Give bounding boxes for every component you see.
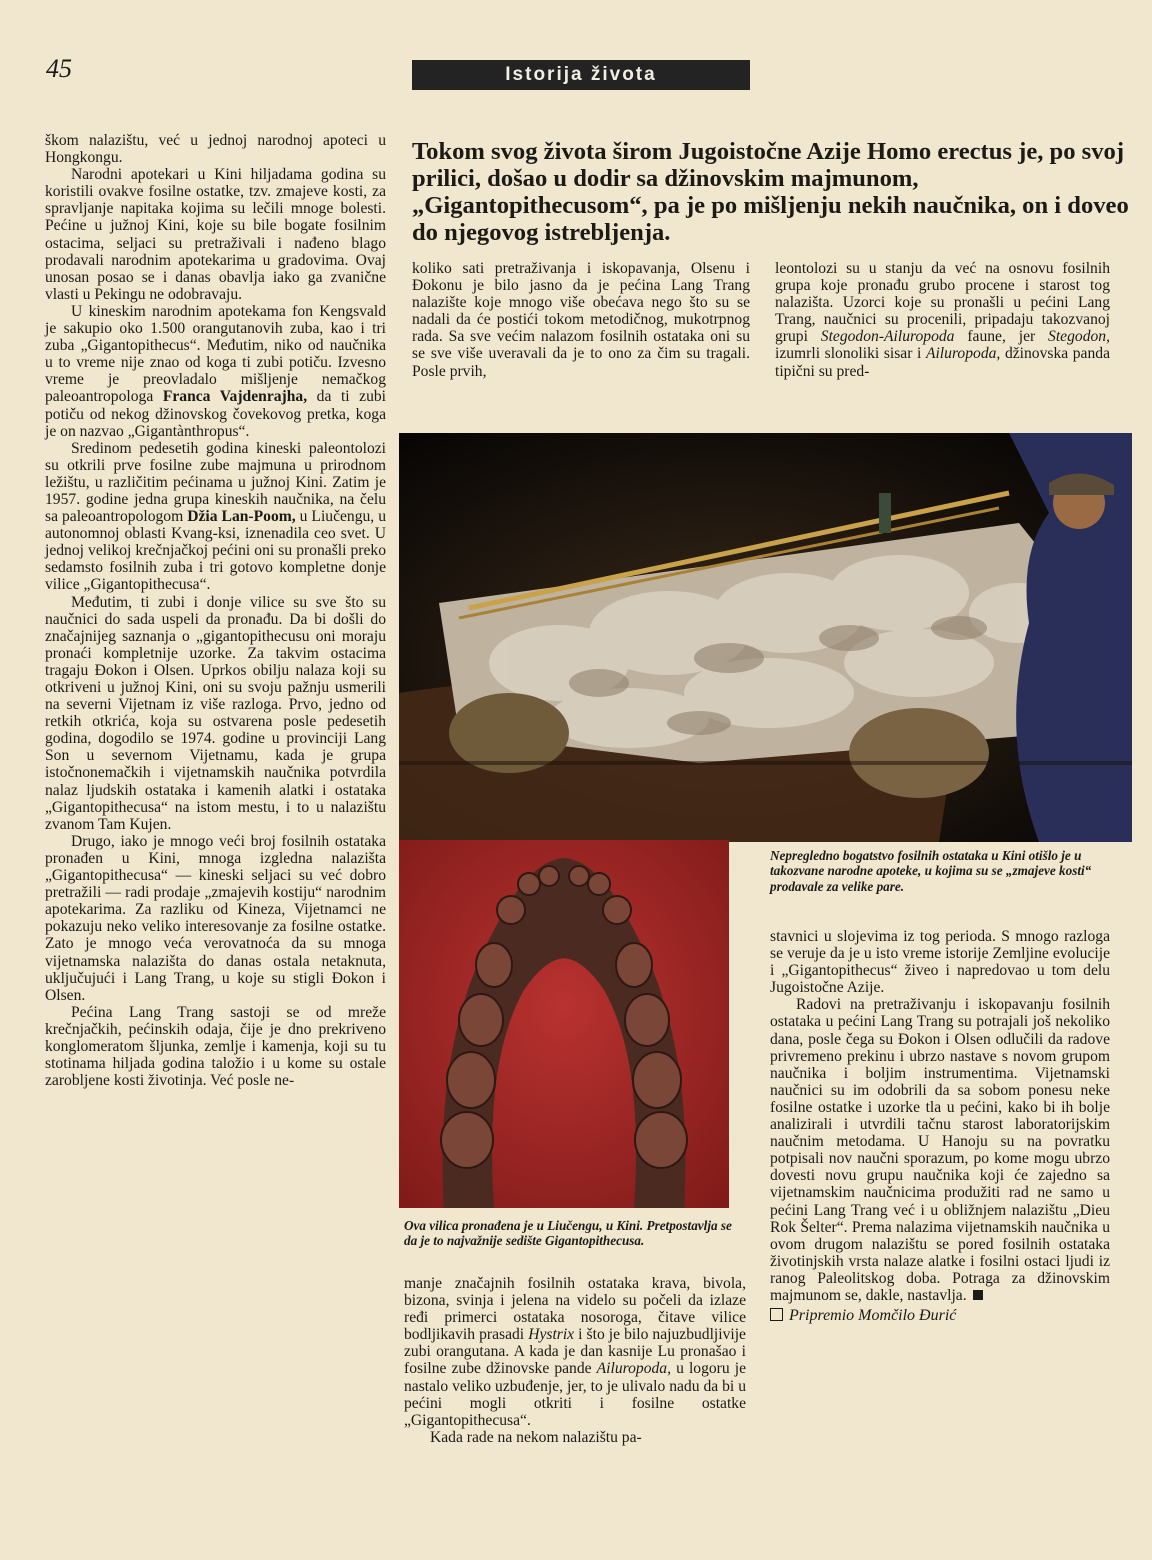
paragraph [404, 1275, 746, 1429]
paragraph: Pećina Lang Trang sastoji se od mreže krečnjačkih, pećinskih odaja, čije je dno prekriveno konglomeratom šljunka, zemlje i kamenja, koji su tu stotinama hiljada godina taložio i u kome su ostale zarobljene kosti životinja. Već posle ne- [45, 1003, 386, 1090]
paragraph: koliko sati pretraživanja i iskopavanja, Olsenu i Đokonu je bilo jasno da je pećina Lang Trang nalazište koje mnogo više obećava nego što su se nadali da će postići tokom metodičnog, mukotrpnog rada. Sa sve većim nalazom fosilnih ostataka oni su se sve više uveravali da je to ono za čim su tragali. Posle prvih, [412, 260, 750, 380]
text-run: faune, jer [967, 328, 1036, 346]
species-name: Stegodon, [1048, 328, 1110, 346]
text-run: Sredinom pedesetih godina kineski paleontolozi su otkrili prve fosilne zube majmuna u prirodnom ležištu, u različitim pećinama u južnoj Kini. Zatim je 1957. godine jedna grupa kineskih naučnika, na čelu sa paleoantropologom [45, 439, 386, 526]
middle-column-top [412, 260, 750, 380]
lead-paragraph: Tokom svog života širom Jugoistočne Azije Homo erectus je, po svoj prilici, došao u dodir sa džinovskim majmunom, „Gigantopithecusom“, pa je po mišljenju nekih naučnika, on i doveo do njegovog istrebljenja. [412, 138, 1129, 246]
paragraph [775, 260, 1110, 380]
page-number: 45 [46, 54, 72, 83]
middle-column-bottom [404, 1275, 746, 1446]
text-run: u logoru je nastalo veliko uzbuđenje, jer, to je ulivalo nadu da bi u pećini mogli otkriti i fosilne ostatke „Gigantopithecusa“. [404, 1360, 746, 1429]
paragraph [45, 440, 386, 594]
person-name: Džia Lan-Poom, [187, 508, 296, 526]
jaw-photo [399, 840, 729, 1208]
market-photo-caption: Nepregledno bogatstvo fosilnih ostataka u Kini otišlo je u takozvane narodne apoteke, u kojima su se „zmajeve kosti“ prodavale za velike pare. [770, 848, 1092, 894]
signature-text: Pripremio Momčilo Đurić [789, 1307, 957, 1325]
text-run: i što je bilo najuzbudljivije zubi orangutana. A kada je dan kasnije Lu pronašao i fosilne zube džinovske pande [404, 1326, 746, 1378]
paragraph: Međutim, ti zubi i donje vilice su sve što su naučnici do sada uspeli da pronađu. Da bi došli do značajnijeg saznanja o „gigantopithecusu oni moraju pronaći kompletnije uzorke. Za takvim ostacima tragaju Đokon i Olsen. Uprkos obilju nalaza koji su otkriveni u južnoj Kini, oni su svoju pažnju usmerili na severni Vijetnam iz više razloga. Prvo, jedno od retkih otkrića, koja su ostvarena posle pedesetih godina, dogodilo se 1974. godine u provinciji Lang Son u severnom Vijetnamu, kada je grupa istočnonemačkih i vijetnamskih naučnika potvrdila nalaz ljudskih ostataka i kamenih alatki i ostataka „Gigantopithecusa“ na istom mestu, i to u nalazištu zvanom Tam Kujen. [45, 593, 386, 833]
text-run: da ti zubi potiču od nekog džinovskog čovekovog pretka, koga je on nazvao „Gigantànthropus“. [45, 388, 387, 440]
author-signature [770, 1307, 1110, 1324]
species-name: Hystrix [528, 1326, 575, 1344]
text-run: leontolozi su u stanju da već na osnovu fosilnih grupa koje pronađu grubo procene i starost tog nalazišta. Uzorci koje su pronašli u pećini Lang Trang, naučnici su procenili, pripadaju takozvanoj grupi [775, 260, 1110, 346]
paragraph: stavnici u slojevima iz tog perioda. S mnogo razloga se veruje da je u isto vreme istorije Zemljine evolucije i „Gigantopithecus“ živeo i napredovao u tom delu Jugoistočne Azije. [770, 928, 1110, 997]
section-banner: Istorija života [412, 60, 750, 90]
market-photo [399, 433, 1132, 842]
right-column-bottom [770, 928, 1110, 1324]
jaw-photo-caption: Ova vilica pronađena je u Liučengu, u Kini. Pretpostavlja se da je to najvažnije sedište Gigantopithecusa. [404, 1218, 732, 1249]
paragraph: Drugo, iako je mnogo veći broj fosilnih ostataka pronađen u Kini, mnoga izgledna nalazišta „Gigantopithecusa“ — kineski seljaci su već dobro pretražili — radi prodaje „zmajevih kostiju“ narodnim apotekarima. Za razliku od Kineza, Vijetnamci ne pokazuju neko veliko interesovanje za fosilne ostatke. Zato je mnogo veća verovatnoća da su mnoga vijetnamska nalazišta do danas ostala netaknuta, uključujući i Lang Trang, u koje su stigli Đokon i Olsen. [45, 832, 386, 1004]
paragraph: Kada rade na nekom nalazištu pa- [430, 1428, 642, 1446]
species-name: Ailuropoda, [596, 1360, 672, 1378]
paragraph: škom nalazištu, već u jednoj narodnoj apoteci u Hongkongu. [45, 132, 386, 167]
text-run: Radovi na pretraživanju i iskopavanju fosilnih ostataka u pećini Lang Trang su potrajali još nekoliko dana, posle čega su Đokon i Olsen odlučili da radove privremeno prekinu i ubrzo nastave s novom grupom naučnika i boljim instrumentima. Vijetnamski naučnici su im odobrili da sa sobom ponesu neke fosilne ostatke i uzorke tla u pećini, kako bi ih bolje analizirali i utvrdili tačnu starost laboratorijskim naučnim metodama. U Hanoju su na povratku potpisali nov naučni sporazum, po kome mogu ubrzo dovesti novu grupu naučnika koji će zajedno sa vijetnamskim naučnicima produžiti rad ne samo u pećini Lang Trang već i u obližnjem nalazištu „Dieu Rok Šelter“. Prema nalazima vijetnamskih naučnika u ovom drugom nalazištu se pored fosilnih ostataka životinjskih vrsta nalaze alatke i fosilni ostaci ljudi iz ranog Paleolitskog doba. Potraga za džinovskim majmunom se, dakle, nastavlja. [770, 996, 1110, 1304]
species-name: Ailuropoda, [925, 345, 1001, 363]
paragraph [770, 996, 1110, 1304]
text-run: džinovska panda tipični su pred- [775, 345, 1110, 380]
square-icon [770, 1308, 783, 1321]
text-run: izumrli slonoliki sisar i [775, 345, 922, 363]
text-run: U kineskim narodnim apotekama fon Kengsvald je sakupio oko 1.500 orangutanovih zuba, kao i tri zuba „Gigantopithecus“. Međutim, niko od naučnika u to vreme nije znao od koga ti zubi potiču. Izvesno vreme je preovladalo mišljenje nemačkog paleoantropologa [45, 302, 386, 406]
text-run: manje značajnih fosilnih ostataka krava, bivola, bizona, svinja i jelena na videlo su počeli da izlaze ređi primerci ostataka nosoroga, čitave vilice bodljikavih prasadi [404, 1275, 746, 1344]
paragraph [45, 303, 386, 440]
paragraph: Narodni apotekari u Kini hiljadama godina su koristili ovakve fosilne ostatke, tzv. zmajeve kosti, za spravljanje napitaka kojima su lečili mnoge bolesti. Pećine u južnoj Kini, koje su bile bogate fosilnim ostacima, seljaci su pretraživali i nađeno blago prodavali narodnim apotekarima u gradovima. Ovaj unosan posao se i danas obavlja iako ga zvanične vlasti u Pekingu ne odobravaju. [45, 166, 386, 303]
person-name: Franca Vajdenrajha, [162, 388, 308, 406]
left-column [45, 132, 386, 1089]
end-mark-icon [973, 1290, 983, 1300]
species-name: Stegodon-Ailuropoda [820, 328, 955, 346]
right-column-top [775, 260, 1110, 380]
text-run: u Liučengu, u autonomnoj oblasti Kvang-ksi, iznenadila ceo svet. U jednoj velikoj krečnjačkoj pećini oni su pronašli preko sedamsto fosilnih zuba i tri gotovo kompletne donje vilice „Gigantopithecusa“. [45, 508, 386, 594]
